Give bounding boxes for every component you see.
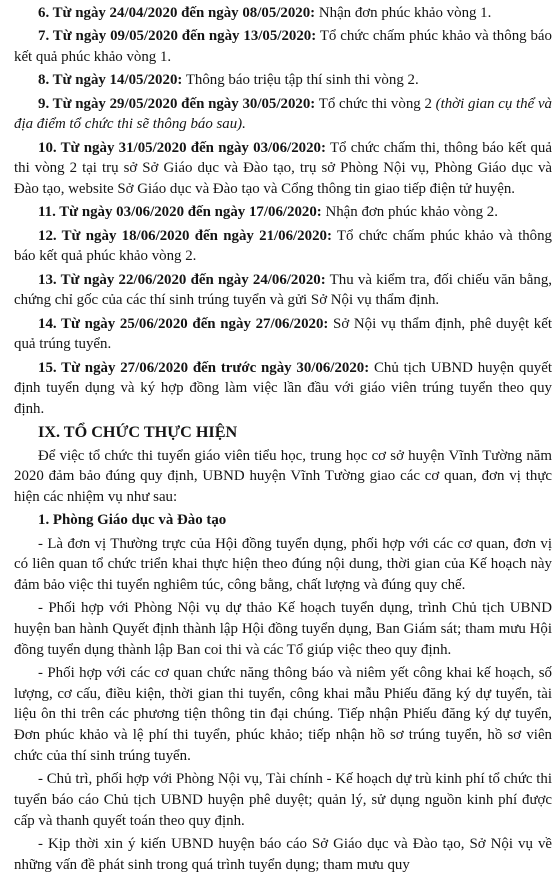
schedule-item-8-date: 8. Từ ngày 14/05/2020: (38, 72, 183, 89)
schedule-item-14-date: 14. Từ ngày 25/06/2020 đến ngày 27/06/2020: (38, 315, 329, 332)
schedule-item-13 (14, 270, 552, 311)
schedule-item-11-date: 11. Từ ngày 03/06/2020 đến ngày 17/06/2020: (38, 204, 322, 221)
schedule-item-14-text: Sở Nội vụ thẩm định, phê duyệt kết quả trúng tuyển. (14, 315, 552, 353)
schedule-item-10-text: Tổ chức chấm thi, thông báo kết quả thi vòng 2 tại trụ sở Sở Giáo dục và Đào tạo, trụ sở Phòng Nội vụ, Phòng Giáo dục và Đào tạo, website Sở Giáo dục và Đào tạo và Cổng thông tin giao tiếp điện tử huyện. (14, 139, 552, 197)
task-paragraph: - Là đơn vị Thường trực của Hội đồng tuyển dụng, phối hợp với các cơ quan, đơn vị có liên quan tổ chức triển khai thực hiện theo đúng nội dung, thời gian của Kế hoạch này đảm bảo việc thi tuyển nghiêm túc, công bằng, chất lượng và đúng quy chế. (14, 535, 552, 593)
schedule-item-6-text: Nhận đơn phúc khảo vòng 1. (315, 5, 492, 21)
schedule-item-14 (14, 314, 552, 355)
schedule-item-7 (14, 26, 552, 67)
schedule-item-13-date: 13. Từ ngày 22/06/2020 đến ngày 24/06/2020: (38, 271, 326, 288)
schedule-item-9 (14, 94, 552, 135)
schedule-item-12-date: 12. Từ ngày 18/06/2020 đến ngày 21/06/2020: (38, 227, 332, 244)
schedule-item-9-date: 9. Từ ngày 29/05/2020 đến ngày 30/05/2020: (38, 95, 316, 112)
schedule-item-11 (14, 202, 552, 223)
schedule-item-15 (14, 358, 552, 420)
schedule-item-12-text: Tổ chức chấm phúc khảo và thông báo kết quả phúc khảo vòng 2. (14, 227, 552, 265)
schedule-item-6-date: 6. Từ ngày 24/04/2020 đến ngày 08/05/2020: (38, 5, 316, 21)
task-paragraph: - Phối hợp với Phòng Nội vụ dự thảo Kế hoạch tuyển dụng, trình Chủ tịch UBND huyện ban hành Quyết định thành lập Hội đồng tuyển dụng, Ban Giám sát; tham mưu Hội đồng tuyển dụng thành lập Ban coi thi và các Tổ giúp việc theo quy định. (14, 600, 552, 658)
schedule-item-6 (14, 3, 552, 24)
task-paragraph: - Chủ trì, phối hợp với Phòng Nội vụ, Tài chính - Kế hoạch dự trù kinh phí tổ chức thi tuyển báo cáo Chủ tịch UBND huyện phê duyệt; quản lý, sử dụng nguồn kinh phí được cấp và thanh quyết toán theo quy định. (14, 771, 552, 829)
schedule-item-10 (14, 138, 552, 200)
section-intro: Để việc tổ chức thi tuyển giáo viên tiểu học, trung học cơ sở huyện Vĩnh Tường năm 2020 đảm bảo đúng quy định, UBND huyện Vĩnh Tường giao các cơ quan, đơn vị thực hiện các nhiệm vụ như sau: (14, 447, 552, 505)
schedule-item-8-text: Thông báo triệu tập thí sinh thi vòng 2. (182, 72, 419, 89)
schedule-item-12 (14, 226, 552, 267)
section-heading: IX. TỔ CHỨC THỰC HIỆN (38, 423, 238, 442)
schedule-item-7-date: 7. Từ ngày 09/05/2020 đến ngày 13/05/2020: (38, 28, 317, 45)
task-paragraph: - Kịp thời xin ý kiến UBND huyện báo cáo Sở Giáo dục và Đào tạo, Sở Nội vụ về những vấn đề phát sinh trong quá trình tuyển dụng; tham mưu quy (14, 835, 552, 873)
schedule-item-10-date: 10. Từ ngày 31/05/2020 đến ngày 03/06/2020: (38, 139, 326, 156)
schedule-item-8 (14, 70, 552, 91)
subsection-heading: 1. Phòng Giáo dục và Đào tạo (38, 512, 227, 529)
schedule-item-7-text: Tổ chức chấm phúc khảo và thông báo kết quả phúc khảo vòng 1. (14, 28, 552, 65)
task-paragraph: - Phối hợp với các cơ quan chức năng thông báo và niêm yết công khai kế hoạch, số lượng, cơ cấu, điều kiện, thời gian thi tuyển, công khai mẫu Phiếu đăng ký dự tuyển, tài liệu ôn thi trên các phương tiện thông tin đại chúng. Tiếp nhận Phiếu đăng ký dự tuyển, Đơn phúc khảo và lệ phí thi tuyển, phúc khảo; tiếp nhận hồ sơ trúng tuyển, hồ sơ viên chức của thí sinh trúng tuyển. (14, 665, 552, 764)
schedule-item-13-text: Thu và kiểm tra, đối chiếu văn bằng, chứng chỉ gốc của các thí sinh trúng tuyển và gửi Sở Nội vụ thẩm định. (14, 271, 552, 309)
schedule-item-15-date: 15. Từ ngày 27/06/2020 đến trước ngày 30/06/2020: (38, 359, 370, 376)
schedule-item-15-text: Chủ tịch UBND huyện quyết định tuyển dụng và ký hợp đồng làm việc lần đầu với giáo viên trúng tuyển theo quy định. (14, 359, 552, 417)
schedule-item-9-text: Tổ chức thi vòng 2 (315, 95, 436, 112)
schedule-item-11-text: Nhận đơn phúc khảo vòng 2. (321, 204, 498, 221)
schedule-item-9-note: (thời gian cụ thể và địa điểm tổ chức thi sẽ thông báo sau). (14, 95, 552, 133)
